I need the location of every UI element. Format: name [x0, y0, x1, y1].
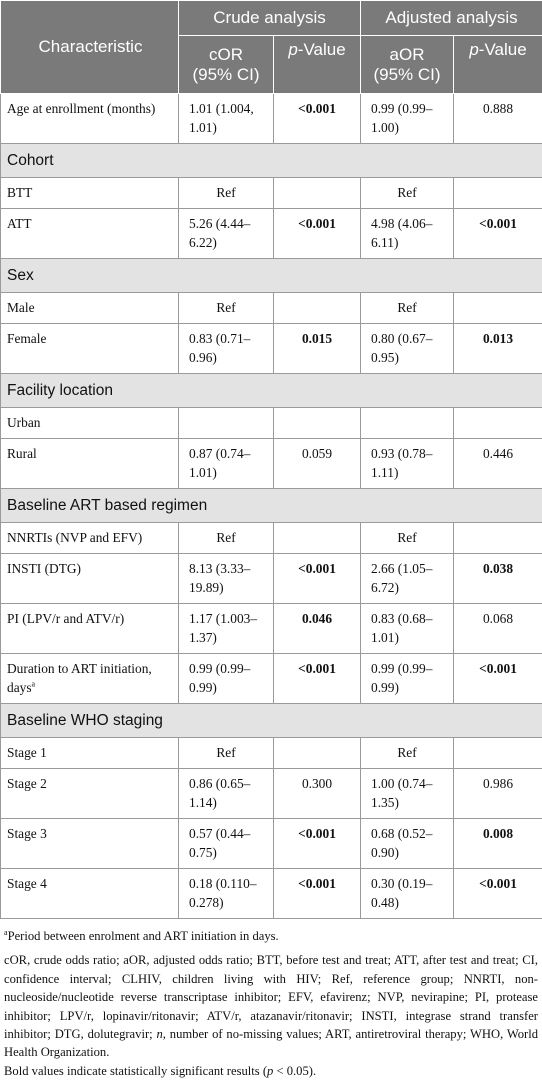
- crude-p-value: [274, 523, 361, 554]
- row-label: Female: [1, 324, 179, 374]
- adjusted-p-value: [454, 738, 542, 769]
- crude-p-value: <0.001: [274, 869, 361, 919]
- row-label: Stage 2: [1, 769, 179, 819]
- table-row: [1, 869, 542, 919]
- aor-value: 0.93 (0.78–1.11): [361, 439, 454, 489]
- cor-value: 0.86 (0.65–1.14): [179, 769, 274, 819]
- abbreviations-note: [4, 951, 538, 1061]
- table-row: [1, 523, 542, 554]
- header-aor-line2: (95% CI): [373, 65, 440, 84]
- aor-value: Ref: [361, 178, 454, 209]
- footnote-a-marker: a: [4, 928, 8, 937]
- crude-p-value: 0.015: [274, 324, 361, 374]
- header-pvalue-adjusted-rest: -Value: [479, 40, 527, 59]
- adjusted-p-value: 0.013: [454, 324, 542, 374]
- crude-p-value: 0.059: [274, 439, 361, 489]
- section-row: [1, 704, 542, 738]
- table-row: [1, 604, 542, 654]
- aor-value: Ref: [361, 293, 454, 324]
- crude-p-value: <0.001: [274, 209, 361, 259]
- row-label: BTT: [1, 178, 179, 209]
- adjusted-p-value: 0.068: [454, 604, 542, 654]
- crude-p-value: [274, 738, 361, 769]
- aor-value: [361, 408, 454, 439]
- bold-note-text-1: Bold values indicate statistically significant results (: [4, 1064, 267, 1078]
- table-row: [1, 819, 542, 869]
- crude-p-value: [274, 178, 361, 209]
- adjusted-p-value: [454, 293, 542, 324]
- cor-value: Ref: [179, 178, 274, 209]
- cor-value: 1.17 (1.003–1.37): [179, 604, 274, 654]
- row-label: Stage 4: [1, 869, 179, 919]
- cor-value: Ref: [179, 293, 274, 324]
- table-row: [1, 209, 542, 259]
- table-row: [1, 738, 542, 769]
- cor-value: Ref: [179, 738, 274, 769]
- section-title: Sex: [1, 259, 542, 293]
- aor-value: 0.68 (0.52–0.90): [361, 819, 454, 869]
- adjusted-p-value: 0.446: [454, 439, 542, 489]
- table-row: [1, 554, 542, 604]
- cor-value: 0.57 (0.44–0.75): [179, 819, 274, 869]
- section-title: Facility location: [1, 374, 542, 408]
- header-cor-line1: cOR: [209, 45, 243, 64]
- footnote-marker: a: [32, 680, 36, 689]
- cor-value: Ref: [179, 523, 274, 554]
- crude-p-value: 0.046: [274, 604, 361, 654]
- aor-value: 0.83 (0.68–1.01): [361, 604, 454, 654]
- table-row: [1, 769, 542, 819]
- row-label: Rural: [1, 439, 179, 489]
- header-pvalue-crude: [274, 36, 361, 94]
- row-label-text: Duration to ART initiation, days: [7, 661, 152, 695]
- abbreviations-text-1: cOR, crude odds ratio; aOR, adjusted odds ratio; BTT, before test and treat; ATT, after test and treat; CI, confidence interval; CLHIV, children living with HIV; Ref, reference group; NNRTI, non-nucleoside/nucleotide reverse transcriptase inhibitor; EFV, efavirenz; NVP, nevirapine; PI, protease inhibitor; LPV/r, lopinavir/ritonavir; ATV/r, atazanavir/ritonavir; INSTI, integrase strand transfer inhibitor; DTG, dolutegravir;: [4, 953, 538, 1041]
- section-row: [1, 374, 542, 408]
- aor-value: 0.99 (0.99–1.00): [361, 94, 454, 144]
- table-row: [1, 439, 542, 489]
- aor-value: Ref: [361, 738, 454, 769]
- adjusted-p-value: [454, 178, 542, 209]
- header-pvalue-adjusted-p: p: [469, 40, 478, 59]
- section-row: [1, 489, 542, 523]
- adjusted-p-value: 0.038: [454, 554, 542, 604]
- section-row: [1, 144, 542, 178]
- header-row: [1, 1, 542, 36]
- abbreviations-n: n: [156, 1027, 162, 1041]
- header-crude-analysis: Crude analysis: [179, 1, 361, 36]
- footnote-a: [4, 927, 538, 945]
- header-aor: [361, 36, 454, 94]
- adjusted-p-value: <0.001: [454, 209, 542, 259]
- section-title: Baseline ART based regimen: [1, 489, 542, 523]
- cor-value: 8.13 (3.33–19.89): [179, 554, 274, 604]
- row-label: Stage 3: [1, 819, 179, 869]
- cor-value: 5.26 (4.44–6.22): [179, 209, 274, 259]
- row-label: NNRTIs (NVP and EFV): [1, 523, 179, 554]
- adjusted-p-value: 0.888: [454, 94, 542, 144]
- aor-value: 0.30 (0.19–0.48): [361, 869, 454, 919]
- adjusted-p-value: [454, 523, 542, 554]
- row-label: Urban: [1, 408, 179, 439]
- footnote-a-text: Period between enrolment and ART initiation in days.: [8, 929, 279, 943]
- row-label: Age at enrollment (months): [1, 94, 179, 144]
- row-label: Stage 1: [1, 738, 179, 769]
- header-characteristic: Characteristic: [1, 1, 179, 94]
- crude-p-value: <0.001: [274, 819, 361, 869]
- table-footnotes: [0, 919, 542, 1080]
- aor-value: 0.99 (0.99–0.99): [361, 654, 454, 704]
- aor-value: 4.98 (4.06–6.11): [361, 209, 454, 259]
- crude-p-value: 0.300: [274, 769, 361, 819]
- cor-value: 0.18 (0.110–0.278): [179, 869, 274, 919]
- table-row: [1, 654, 542, 704]
- cor-value: [179, 408, 274, 439]
- adjusted-p-value: [454, 408, 542, 439]
- bold-note-text-2: < 0.05).: [273, 1064, 316, 1078]
- section-row: [1, 259, 542, 293]
- adjusted-p-value: <0.001: [454, 869, 542, 919]
- bold-values-note: [4, 1062, 538, 1080]
- aor-value: 2.66 (1.05–6.72): [361, 554, 454, 604]
- crude-p-value: <0.001: [274, 94, 361, 144]
- table-row: [1, 324, 542, 374]
- adjusted-p-value: 0.986: [454, 769, 542, 819]
- table-row: [1, 408, 542, 439]
- crude-p-value: <0.001: [274, 654, 361, 704]
- header-pvalue-crude-rest: -Value: [298, 40, 346, 59]
- header-cor: [179, 36, 274, 94]
- cor-value: 0.87 (0.74–1.01): [179, 439, 274, 489]
- crude-p-value: [274, 293, 361, 324]
- header-cor-line2: (95% CI): [192, 65, 259, 84]
- aor-value: Ref: [361, 523, 454, 554]
- table-row: [1, 293, 542, 324]
- cor-value: 0.83 (0.71–0.96): [179, 324, 274, 374]
- cor-value: 0.99 (0.99–0.99): [179, 654, 274, 704]
- adjusted-p-value: <0.001: [454, 654, 542, 704]
- row-label: PI (LPV/r and ATV/r): [1, 604, 179, 654]
- abbreviations-text-2: , number of no-missing values; ART, antiretroviral therapy; WHO, World Health Organization.: [4, 1027, 538, 1059]
- section-title: Baseline WHO staging: [1, 704, 542, 738]
- cor-value: 1.01 (1.004, 1.01): [179, 94, 274, 144]
- header-pvalue-crude-p: p: [288, 40, 297, 59]
- aor-value: 1.00 (0.74–1.35): [361, 769, 454, 819]
- header-pvalue-adjusted: [454, 36, 542, 94]
- adjusted-p-value: 0.008: [454, 819, 542, 869]
- row-label: Male: [1, 293, 179, 324]
- header-adjusted-analysis: Adjusted analysis: [361, 1, 542, 36]
- row-label: INSTI (DTG): [1, 554, 179, 604]
- table-row: [1, 94, 542, 144]
- header-aor-line1: aOR: [390, 45, 425, 64]
- crude-p-value: [274, 408, 361, 439]
- table-row: [1, 178, 542, 209]
- row-label: ATT: [1, 209, 179, 259]
- row-label: [1, 654, 179, 704]
- section-title: Cohort: [1, 144, 542, 178]
- crude-p-value: <0.001: [274, 554, 361, 604]
- bold-note-p: p: [267, 1064, 273, 1078]
- aor-value: 0.80 (0.67–0.95): [361, 324, 454, 374]
